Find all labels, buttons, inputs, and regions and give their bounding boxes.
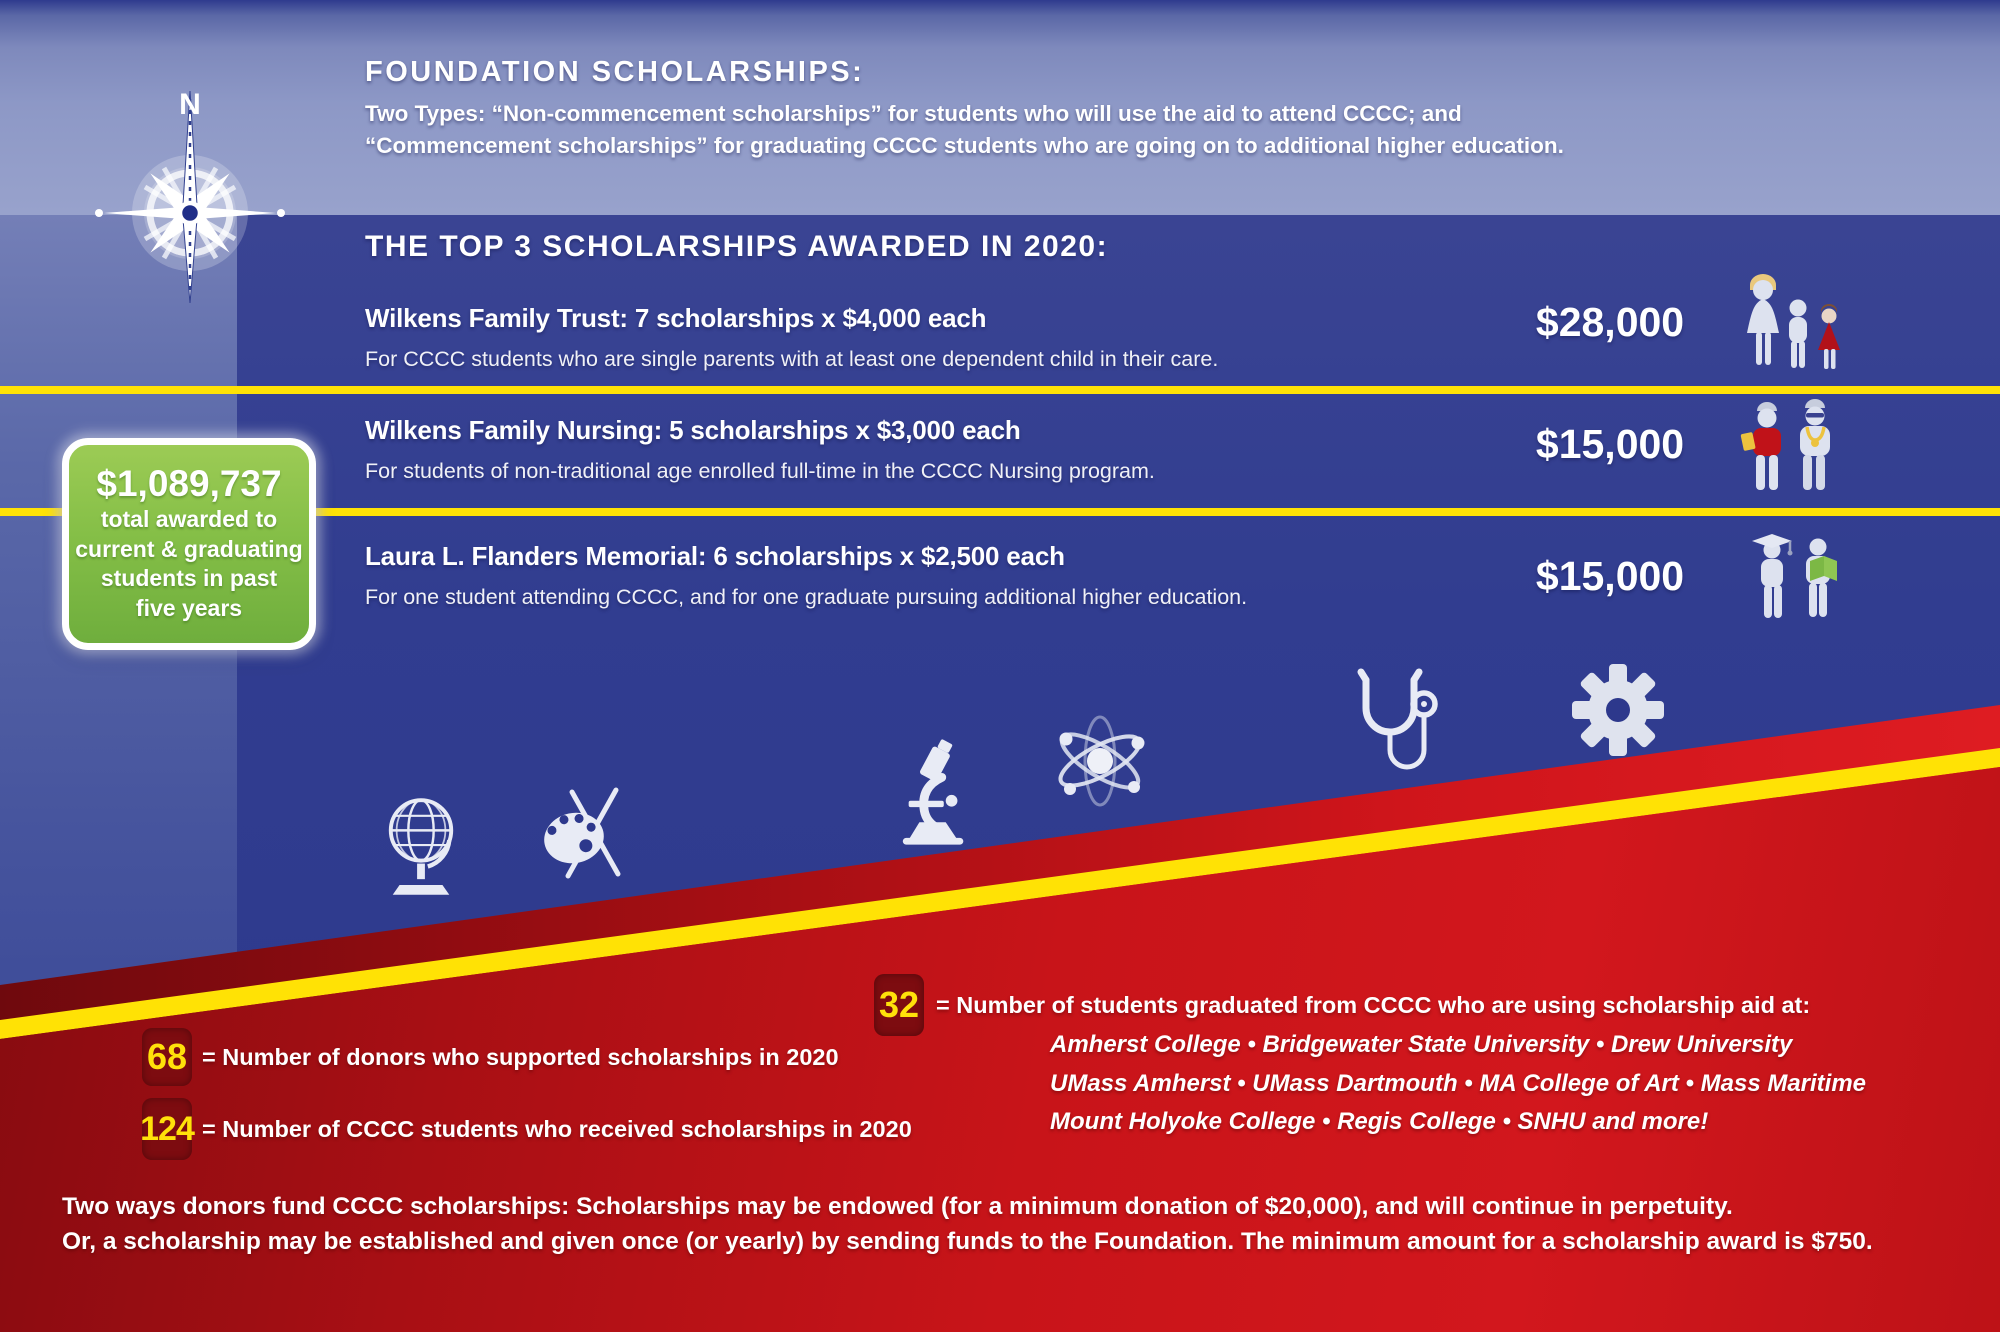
students-stat-label: = Number of CCCC students who received scholarships in 2020 — [202, 1116, 912, 1142]
scholarship-amount: $28,000 — [1535, 299, 1685, 345]
total-line-1: total awarded to — [100, 506, 278, 532]
colleges-line-1: Amherst College • Bridgewater State University • Drew University — [1050, 1031, 1793, 1058]
microscope-icon — [895, 735, 975, 849]
students-count: 124 — [140, 1109, 194, 1148]
students-count-badge — [142, 1098, 192, 1160]
scholarship-title: Laura L. Flanders Memorial: 6 scholarships x $2,500 each — [365, 541, 1065, 571]
donors-count-badge — [142, 1028, 192, 1086]
compass-north-label: N — [179, 88, 201, 121]
colleges-list — [1050, 1026, 1866, 1142]
colleges-line-3: Mount Holyoke College • Regis College • SNHU and more! — [1050, 1108, 1709, 1135]
colleges-line-2: UMass Amherst • UMass Dartmouth • MA College of Art • Mass Maritime — [1050, 1069, 1867, 1097]
graduates-stat-label: = Number of students graduated from CCCC who are using scholarship aid at: — [936, 992, 1811, 1018]
scholarship-amount: $15,000 — [1535, 421, 1685, 467]
graduates-icon — [1738, 525, 1858, 635]
poster-title: FOUNDATION SCHOLARSHIPS: — [365, 56, 865, 88]
donors-count: 68 — [146, 1036, 188, 1077]
art-palette-icon — [538, 788, 638, 878]
globe-icon — [382, 790, 460, 902]
atom-icon — [1050, 705, 1150, 817]
intro-paragraph — [365, 98, 1585, 162]
total-line-3: students in past — [100, 565, 278, 591]
graduates-count-badge — [874, 974, 924, 1036]
footer-line-2: Or, a scholarship may be established and given once (or yearly) by sending funds to the Foundation. The minimum amount for a scholarship award is $750. — [62, 1227, 1873, 1255]
footer-line-1: Two ways donors fund CCCC scholarships: Scholarships may be endowed (for a minimum donation of $20,000), and will continue in perpetuity. — [62, 1193, 1733, 1220]
nurses-icon — [1735, 399, 1855, 509]
donors-stat-label: = Number of donors who supported scholarships in 2020 — [202, 1044, 839, 1070]
yellow-divider-1 — [0, 386, 2000, 394]
scholarship-title: Wilkens Family Nursing: 5 scholarships x $3,000 each — [365, 415, 1021, 445]
stethoscope-icon — [1350, 668, 1440, 786]
gear-icon — [1572, 664, 1664, 756]
intro-line-1: Two Types: “Non-commencement scholarships” for students who will use the aid to attend CCCC; and — [365, 101, 1462, 126]
total-amount: $1,089,737 — [96, 463, 282, 504]
total-line-4: five years — [135, 594, 243, 621]
scholarship-title: Wilkens Family Trust: 7 scholarships x $4,000 each — [365, 303, 987, 333]
single-parent-family-icon — [1732, 275, 1852, 385]
total-line-2: current & graduating — [75, 535, 303, 562]
scholarship-amount: $15,000 — [1535, 553, 1685, 599]
graduates-count: 32 — [878, 984, 920, 1025]
compass-rose-icon — [95, 78, 285, 338]
scholarship-description: For one student attending CCCC, and for one graduate pursuing additional higher education. — [365, 585, 1248, 609]
intro-line-2: “Commencement scholarships” for graduating CCCC students who are going on to additional higher education. — [365, 133, 1564, 158]
top3-heading: THE TOP 3 SCHOLARSHIPS AWARDED IN 2020: — [365, 230, 1109, 263]
total-awarded-box — [62, 438, 316, 650]
scholarship-description: For students of non-traditional age enrolled full-time in the CCCC Nursing program. — [365, 459, 1155, 483]
funding-footer — [62, 1190, 1962, 1259]
scholarship-description: For CCCC students who are single parents with at least one dependent child in their care. — [365, 347, 1219, 371]
